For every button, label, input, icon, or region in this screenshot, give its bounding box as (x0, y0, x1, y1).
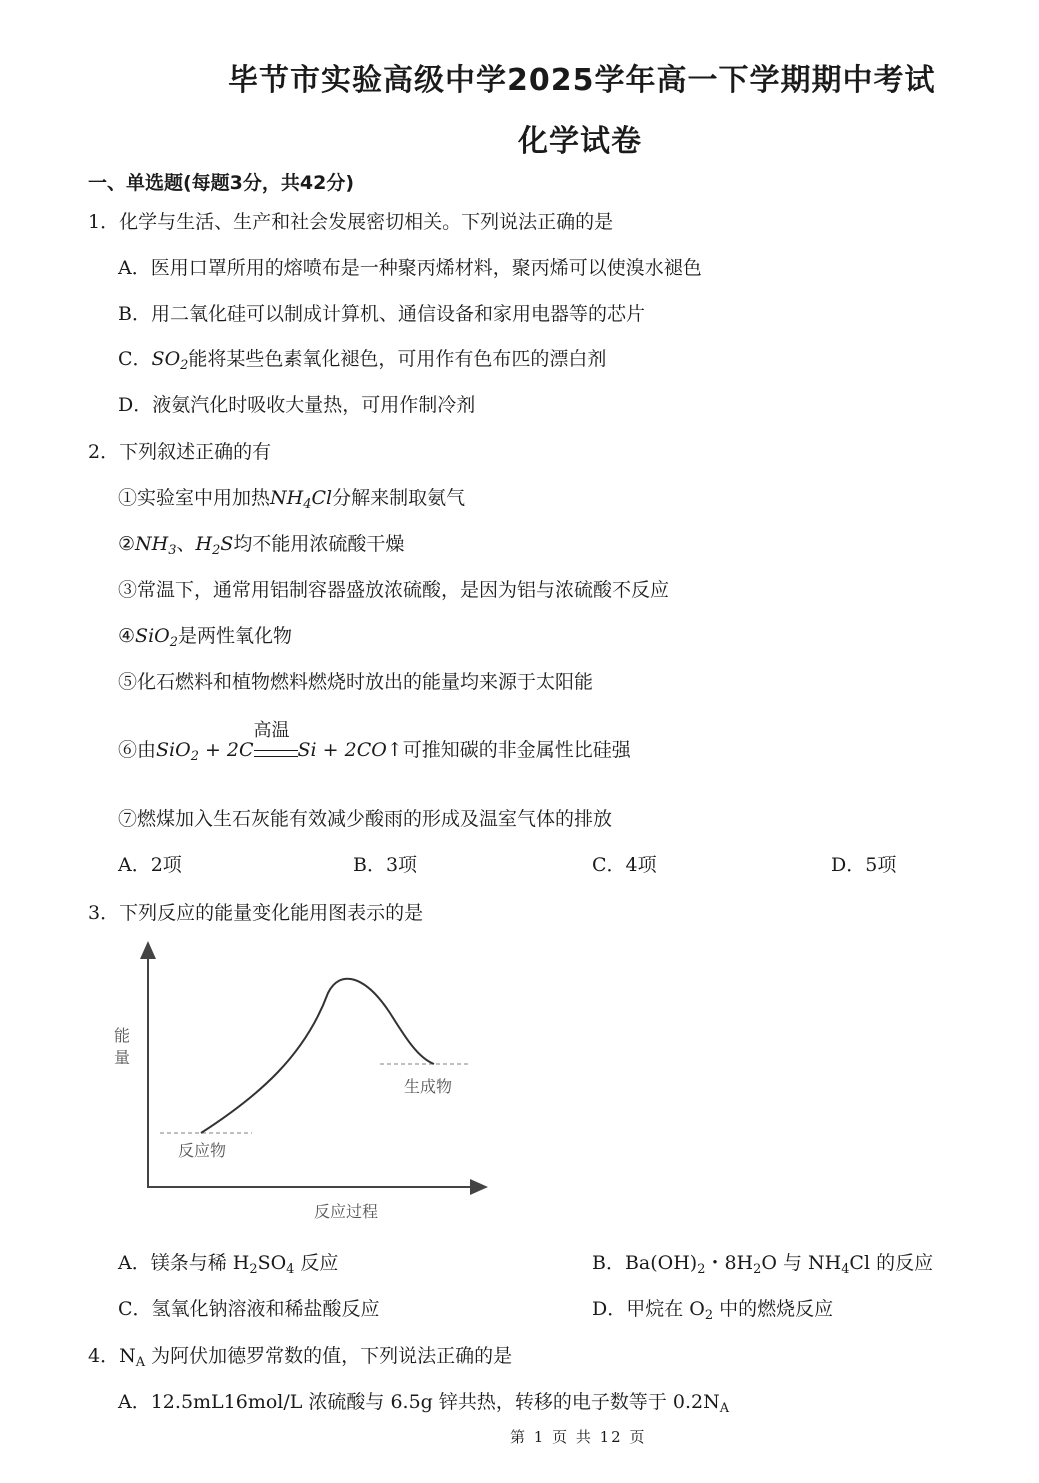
q2-s4-sub: 2 (169, 634, 178, 650)
x-label: 反应过程 (314, 1202, 379, 1221)
q1-option-d: D．液氨汽化时吸收大量热，可用作制冷剂 (118, 394, 476, 416)
q2-s2-sub-1: 3 (168, 542, 177, 558)
q3-option-a (118, 1248, 338, 1277)
q2-s4-post: 是两性氧化物 (177, 625, 292, 647)
q4-a-sub: A (719, 1400, 730, 1416)
q2-statement-3: ③常温下，通常用铝制容器盛放浓硫酸，是因为铝与浓硫酸不反应 (118, 579, 670, 601)
q2-statement-7: ⑦燃煤加入生石灰能有效减少酸雨的形成及温室气体的排放 (118, 808, 613, 830)
q2-s6-formula-1: SiO (156, 739, 191, 761)
q2-s2-formula-3: S (220, 533, 234, 555)
y-label-2: 量 (114, 1048, 131, 1067)
q2-statement-2 (118, 529, 404, 558)
reaction-condition (253, 720, 298, 761)
page-footer: 第 1 页 共 12 页 (510, 1428, 647, 1446)
q3-b-pre: B．Ba(OH) (592, 1252, 698, 1274)
condition-label: 高温 (253, 720, 290, 741)
q2-stem: 2．下列叙述正确的有 (88, 441, 272, 463)
q2-s1-post: 分解来制取氨气 (332, 487, 466, 509)
q2-s4-num: ④ (118, 625, 136, 647)
q3-b-sub-1: 2 (697, 1261, 706, 1277)
q2-statement-5: ⑤化石燃料和植物燃料燃烧时放出的能量均来源于太阳能 (118, 671, 594, 693)
q4-stem (88, 1341, 512, 1370)
q4-option-a (118, 1387, 729, 1416)
q2-option-c: C．4项 (592, 854, 657, 876)
y-label-1: 能 (114, 1026, 131, 1045)
q3-a-mid: SO (257, 1252, 287, 1274)
q2-s2-formula-2: H (195, 533, 213, 555)
q2-s1-pre: ①实验室中用加热 (118, 487, 271, 509)
q2-s1-formula-2: Cl (311, 487, 333, 509)
q3-stem: 3．下列反应的能量变化能用图表示的是 (88, 902, 424, 924)
q2-s1-formula: NH (270, 487, 304, 509)
q3-option-d (592, 1294, 833, 1323)
q2-s2-post: 均不能用浓硫酸干燥 (233, 533, 405, 555)
q4-stem-pre: 4．N (88, 1345, 136, 1367)
q2-s6-formula-2: + 2C (198, 739, 254, 761)
q2-statement-1 (118, 483, 465, 512)
q1-option-a: A．医用口罩所用的熔喷布是一种聚丙烯材料，聚丙烯可以使溴水褪色 (118, 257, 702, 279)
q2-s2-sub-2: 2 (212, 542, 221, 558)
q1-c-label: C． (118, 348, 152, 370)
q2-statement-6 (118, 720, 631, 764)
q2-statement-4 (118, 621, 292, 650)
q2-s6-formula-3: Si + 2CO (297, 739, 387, 761)
q3-a-pre: A．镁条与稀 H (118, 1252, 250, 1274)
q3-b-mid: ・8H (705, 1252, 754, 1274)
energy-curve (201, 979, 434, 1133)
energy-diagram (100, 935, 500, 1235)
reactant-label: 反应物 (178, 1141, 227, 1160)
q2-option-d: D．5项 (831, 854, 897, 876)
gas-arrow: ↑ (386, 739, 403, 761)
q1-stem: 1．化学与生活、生产和社会发展密切相关。下列说法正确的是 (88, 211, 614, 233)
exam-subtitle: 化学试卷 (518, 124, 642, 159)
q2-s4-formula: SiO (135, 625, 170, 647)
section-heading: 一、单选题(每题3分，共42分) (88, 172, 355, 194)
q3-a-sub-2: 4 (286, 1261, 295, 1277)
q3-d-pre: D．甲烷在 O (592, 1298, 705, 1320)
product-label: 生成物 (404, 1077, 453, 1096)
q3-d-sub: 2 (704, 1307, 714, 1323)
q2-option-b: B．3项 (353, 854, 418, 876)
q2-option-a: A．2项 (118, 854, 182, 876)
q4-stem-sub: A (135, 1354, 146, 1370)
q1-c-text: 能将某些色素氧化褪色，可用作有色布匹的漂白剂 (188, 348, 607, 370)
q4-a-text: A．12.5mL16mol/L 浓硫酸与 6.5g 锌共热，转移的电子数等于 0.2N (118, 1391, 720, 1413)
q1-c-formula: SO (151, 348, 181, 370)
q3-b-post: Cl 的反应 (849, 1252, 934, 1274)
q3-d-post: 中的燃烧反应 (713, 1298, 834, 1320)
q3-b-sub-2: 2 (753, 1261, 762, 1277)
q2-s2-formula-1: NH (135, 533, 169, 555)
q3-option-b (592, 1248, 933, 1277)
q3-a-sub-1: 2 (249, 1261, 258, 1277)
q4-stem-post: 为阿伏加德罗常数的值，下列说法正确的是 (145, 1345, 513, 1367)
q1-c-sub: 2 (180, 357, 189, 373)
q2-s6-pre: ⑥由 (118, 739, 157, 761)
q2-s6-sub: 2 (190, 748, 199, 764)
q3-a-post: 反应 (294, 1252, 339, 1274)
q3-option-c: C．氢氧化钠溶液和稀盐酸反应 (118, 1298, 380, 1320)
equals-sign (254, 750, 298, 757)
q3-b-sub-3: 4 (841, 1261, 850, 1277)
q2-s1-sub: 4 (303, 496, 312, 512)
q2-s6-post: 可推知碳的非金属性比硅强 (402, 739, 631, 761)
q1-option-c (118, 344, 606, 373)
q2-s2-sep: 、 (176, 533, 196, 555)
q2-s2-num: ② (118, 533, 136, 555)
q3-b-mid-2: O 与 NH (761, 1252, 842, 1274)
exam-title: 毕节市实验高级中学2025学年高一下学期期中考试 (228, 63, 936, 98)
q1-option-b: B．用二氧化硅可以制成计算机、通信设备和家用电器等的芯片 (118, 303, 645, 325)
